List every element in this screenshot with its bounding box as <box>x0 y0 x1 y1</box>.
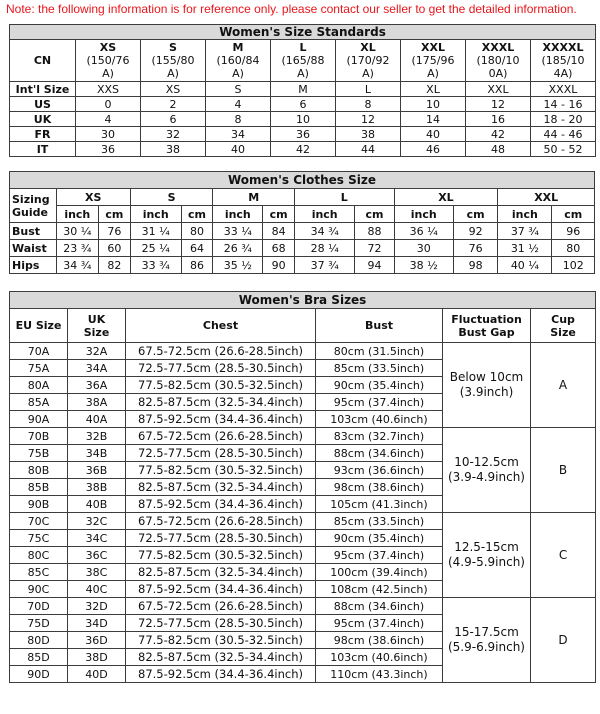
bust-cell: 103cm (40.6inch) <box>316 649 443 666</box>
table-cell: 12 <box>466 97 531 112</box>
eu-size-cell: 80A <box>10 377 68 394</box>
bust-gap-line1: Below 10cm <box>449 370 524 384</box>
uk-size-cell: 32A <box>68 343 126 360</box>
table-cell: 14 <box>401 112 466 127</box>
chest-cell: 77.5-82.5cm (30.5-32.5inch) <box>126 632 316 649</box>
size-header: XS <box>56 189 130 206</box>
bust-gap-line1: 12.5-15cm <box>454 540 519 554</box>
uk-size-cell: 32D <box>68 598 126 615</box>
bust-cell: 90cm (35.4inch) <box>316 377 443 394</box>
unit-cm-label: cm <box>263 206 295 223</box>
row-label: Waist <box>10 240 57 257</box>
unit-header-row <box>10 206 595 223</box>
bust-cell: 90cm (35.4inch) <box>316 530 443 547</box>
size-standard-line2: 0A) <box>488 67 508 80</box>
table-title: Women's Size Standards <box>10 25 596 40</box>
chest-cell: 77.5-82.5cm (30.5-32.5inch) <box>126 462 316 479</box>
cup-size-cell: C <box>531 513 596 598</box>
table-cell: 84 <box>263 223 295 240</box>
unit-inch-label: inch <box>294 206 354 223</box>
size-standard-line1: (185/10 <box>541 54 585 67</box>
table-cell: 76 <box>453 240 498 257</box>
table-cell: 30 <box>76 127 141 142</box>
bust-cell: 105cm (41.3inch) <box>316 496 443 513</box>
table-cell: 64 <box>181 240 213 257</box>
size-standard-line1: (155/80 <box>151 54 195 67</box>
row-label: Int'l Size <box>10 82 76 97</box>
unit-inch-label: inch <box>130 206 181 223</box>
table-cell: 42 <box>466 127 531 142</box>
eu-size-cell: 75D <box>10 615 68 632</box>
uk-size-cell: 32C <box>68 513 126 530</box>
row-label: UK <box>10 112 76 127</box>
chest-cell: 82.5-87.5cm (32.5-34.4inch) <box>126 564 316 581</box>
table-cell: 40 ¼ <box>498 257 552 274</box>
uk-size-cell: 38A <box>68 394 126 411</box>
fluctuation-header <box>443 309 531 343</box>
table-cell: 35 ½ <box>213 257 263 274</box>
chest-cell: 67.5-72.5cm (26.6-28.5inch) <box>126 598 316 615</box>
uk-size-cell: 34A <box>68 360 126 377</box>
bra-size-table <box>9 291 596 683</box>
bust-cell: 95cm (37.4inch) <box>316 615 443 632</box>
table-row <box>10 112 596 127</box>
size-header: XL <box>394 189 498 206</box>
chest-cell: 67.5-72.5cm (26.6-28.5inch) <box>126 513 316 530</box>
size-header <box>466 40 531 82</box>
size-standard-line1: (175/96 <box>411 54 455 67</box>
bust-cell: 83cm (32.7inch) <box>316 428 443 445</box>
eu-size-cell: 75C <box>10 530 68 547</box>
table-cell: 76 <box>98 223 130 240</box>
table-cell: M <box>271 82 336 97</box>
uk-size-cell: 38B <box>68 479 126 496</box>
table-cell: 28 ¼ <box>294 240 354 257</box>
table-cell: 90 <box>263 257 295 274</box>
table-cell: XS <box>141 82 206 97</box>
bust-cell: 108cm (42.5inch) <box>316 581 443 598</box>
table-title: Women's Bra Sizes <box>10 292 596 309</box>
eu-size-cell: 85A <box>10 394 68 411</box>
table-header-row <box>10 189 595 206</box>
uk-size-cell: 40A <box>68 411 126 428</box>
table-cell: 18 - 20 <box>531 112 596 127</box>
size-header <box>336 40 401 82</box>
table-cell: 34 ¾ <box>56 257 98 274</box>
chest-cell: 87.5-92.5cm (34.4-36.4inch) <box>126 581 316 598</box>
size-code: S <box>169 41 177 54</box>
eu-size-cell: 70C <box>10 513 68 530</box>
table-cell: 60 <box>98 240 130 257</box>
row-label: FR <box>10 127 76 142</box>
table-cell: 4 <box>206 97 271 112</box>
table-cell: 68 <box>263 240 295 257</box>
table-cell: 44 - 46 <box>531 127 596 142</box>
table-cell: 6 <box>141 112 206 127</box>
table-title-row <box>10 292 596 309</box>
uk-size-cell: 36C <box>68 547 126 564</box>
eu-size-cell: 80B <box>10 462 68 479</box>
cup-size-header <box>531 309 596 343</box>
uk-size-cell: 38C <box>68 564 126 581</box>
table-cell: 30 <box>394 240 453 257</box>
uk-size-cell: 36A <box>68 377 126 394</box>
chest-cell: 72.5-77.5cm (28.5-30.5inch) <box>126 445 316 462</box>
table-cell: 44 <box>336 142 401 157</box>
uk-size-header-line2: Size <box>83 325 110 339</box>
fluctuation-header-line2: Bust Gap <box>458 325 515 339</box>
bust-cell: 88cm (34.6inch) <box>316 598 443 615</box>
eu-size-cell: 90A <box>10 411 68 428</box>
uk-size-header <box>68 309 126 343</box>
chest-cell: 72.5-77.5cm (28.5-30.5inch) <box>126 360 316 377</box>
bust-gap-cell <box>443 343 531 428</box>
table-row <box>10 223 595 240</box>
table-cell: 40 <box>206 142 271 157</box>
cn-label: CN <box>10 40 76 82</box>
table-cell: 23 ¾ <box>56 240 98 257</box>
eu-size-cell: 70D <box>10 598 68 615</box>
eu-size-cell: 75A <box>10 360 68 377</box>
uk-size-cell: 34B <box>68 445 126 462</box>
eu-size-cell: 80C <box>10 547 68 564</box>
unit-inch-label: inch <box>56 206 98 223</box>
table-cell: 4 <box>76 112 141 127</box>
fluctuation-header-line1: Fluctuation <box>451 312 522 326</box>
bust-gap-cell <box>443 513 531 598</box>
bust-cell: 103cm (40.6inch) <box>316 411 443 428</box>
size-header <box>76 40 141 82</box>
uk-size-cell: 38D <box>68 649 126 666</box>
row-label: Bust <box>10 223 57 240</box>
table-cell: 50 - 52 <box>531 142 596 157</box>
chest-cell: 77.5-82.5cm (30.5-32.5inch) <box>126 547 316 564</box>
eu-size-cell: 90B <box>10 496 68 513</box>
size-standard-line1: (165/88 <box>281 54 325 67</box>
table-row <box>10 257 595 274</box>
table-row <box>10 127 596 142</box>
row-label: Hips <box>10 257 57 274</box>
uk-size-cell: 36D <box>68 632 126 649</box>
table-cell: 34 <box>206 127 271 142</box>
unit-inch-label: inch <box>394 206 453 223</box>
table-cell: 80 <box>181 223 213 240</box>
table-cell: 86 <box>181 257 213 274</box>
chest-cell: 82.5-87.5cm (32.5-34.4inch) <box>126 649 316 666</box>
table-cell: 30 ¼ <box>56 223 98 240</box>
table-cell: 80 <box>552 240 595 257</box>
eu-size-cell: 85D <box>10 649 68 666</box>
size-standard-line1: (160/84 <box>216 54 260 67</box>
size-code: L <box>299 41 307 54</box>
size-standard-line2: A) <box>102 67 114 80</box>
bust-gap-line1: 10-12.5cm <box>454 455 519 469</box>
table-cell: 33 ¼ <box>213 223 263 240</box>
bust-cell: 95cm (37.4inch) <box>316 547 443 564</box>
eu-size-cell: 85B <box>10 479 68 496</box>
table-cell: 25 ¼ <box>130 240 181 257</box>
table-title-row <box>10 25 596 40</box>
bust-gap-line2: (5.9-6.9inch) <box>447 640 525 654</box>
table-cell: 31 ½ <box>498 240 552 257</box>
table-cell: 16 <box>466 112 531 127</box>
bust-cell: 80cm (31.5inch) <box>316 343 443 360</box>
table-cell: 48 <box>466 142 531 157</box>
size-header <box>206 40 271 82</box>
bust-gap-line1: 15-17.5cm <box>454 625 519 639</box>
clothes-size-table <box>9 171 595 274</box>
uk-size-cell: 40B <box>68 496 126 513</box>
uk-size-cell: 32B <box>68 428 126 445</box>
chest-cell: 77.5-82.5cm (30.5-32.5inch) <box>126 377 316 394</box>
table-cell: S <box>206 82 271 97</box>
bust-cell: 110cm (43.3inch) <box>316 666 443 683</box>
size-header: L <box>294 189 394 206</box>
uk-size-cell: 34D <box>68 615 126 632</box>
unit-inch-label: inch <box>498 206 552 223</box>
size-standard-line2: A) <box>232 67 244 80</box>
table-cell: 8 <box>206 112 271 127</box>
size-header <box>401 40 466 82</box>
table-cell: 34 ¾ <box>294 223 354 240</box>
chest-cell: 87.5-92.5cm (34.4-36.4inch) <box>126 496 316 513</box>
bust-cell: 100cm (39.4inch) <box>316 564 443 581</box>
unit-inch-label: inch <box>213 206 263 223</box>
size-code: XS <box>99 41 117 54</box>
size-header <box>271 40 336 82</box>
table-title: Women's Clothes Size <box>10 172 595 189</box>
size-code: M <box>232 41 244 54</box>
row-label: IT <box>10 142 76 157</box>
uk-size-cell: 36B <box>68 462 126 479</box>
chest-cell: 67.5-72.5cm (26.6-28.5inch) <box>126 343 316 360</box>
table-cell: 2 <box>141 97 206 112</box>
cup-size-cell: D <box>531 598 596 683</box>
row-label: US <box>10 97 76 112</box>
table-cell: XXL <box>466 82 531 97</box>
size-standard-line2: A) <box>297 67 309 80</box>
table-row <box>10 142 596 157</box>
table-cell: L <box>336 82 401 97</box>
sizing-guide-line2: Guide <box>12 205 48 219</box>
bust-cell: 93cm (36.6inch) <box>316 462 443 479</box>
unit-cm-label: cm <box>181 206 213 223</box>
table-cell: 40 <box>401 127 466 142</box>
table-cell: 12 <box>336 112 401 127</box>
unit-cm-label: cm <box>453 206 498 223</box>
size-header <box>141 40 206 82</box>
eu-size-cell: 75B <box>10 445 68 462</box>
size-header: M <box>213 189 295 206</box>
cup-size-cell: A <box>531 343 596 428</box>
size-header: S <box>130 189 213 206</box>
table-cell: 10 <box>271 112 336 127</box>
chest-cell: 87.5-92.5cm (34.4-36.4inch) <box>126 666 316 683</box>
unit-cm-label: cm <box>355 206 394 223</box>
sizing-guide-line1: Sizing <box>12 192 50 206</box>
uk-size-cell: 40C <box>68 581 126 598</box>
unit-cm-label: cm <box>98 206 130 223</box>
chest-cell: 67.5-72.5cm (26.6-28.5inch) <box>126 428 316 445</box>
table-row <box>10 97 596 112</box>
size-standard-line2: 4A) <box>553 67 573 80</box>
table-row <box>10 598 596 615</box>
chest-cell: 82.5-87.5cm (32.5-34.4inch) <box>126 394 316 411</box>
table-cell: 6 <box>271 97 336 112</box>
table-cell: 82 <box>98 257 130 274</box>
eu-size-cell: 90D <box>10 666 68 683</box>
eu-size-header: EU Size <box>10 309 68 343</box>
chest-cell: 82.5-87.5cm (32.5-34.4inch) <box>126 479 316 496</box>
table-cell: 0 <box>76 97 141 112</box>
size-code: XXL <box>421 41 445 54</box>
eu-size-cell: 80D <box>10 632 68 649</box>
table-cell: 38 ½ <box>394 257 453 274</box>
size-code: XXXL <box>481 41 515 54</box>
table-cell: 42 <box>271 142 336 157</box>
bust-header: Bust <box>316 309 443 343</box>
table-cell: XXS <box>76 82 141 97</box>
disclaimer-note: Note: the following information is for reference only. please contact our seller to get the detailed information. <box>6 2 577 16</box>
bust-cell: 98cm (38.6inch) <box>316 479 443 496</box>
table-cell: XXXL <box>531 82 596 97</box>
uk-size-cell: 40D <box>68 666 126 683</box>
chest-header: Chest <box>126 309 316 343</box>
size-standard-line2: A) <box>427 67 439 80</box>
chest-cell: 87.5-92.5cm (34.4-36.4inch) <box>126 411 316 428</box>
table-cell: 46 <box>401 142 466 157</box>
table-cell: 33 ¾ <box>130 257 181 274</box>
table-row <box>10 513 596 530</box>
size-standards-table <box>9 24 596 157</box>
table-cell: 38 <box>141 142 206 157</box>
unit-cm-label: cm <box>552 206 595 223</box>
table-cell: 31 ¼ <box>130 223 181 240</box>
eu-size-cell: 90C <box>10 581 68 598</box>
table-cell: 96 <box>552 223 595 240</box>
table-row <box>10 82 596 97</box>
bust-gap-line2: (3.9inch) <box>459 385 514 399</box>
chest-cell: 72.5-77.5cm (28.5-30.5inch) <box>126 615 316 632</box>
bust-gap-line2: (4.9-5.9inch) <box>447 555 525 569</box>
table-cell: 88 <box>355 223 394 240</box>
size-code: XL <box>360 41 376 54</box>
table-title-row <box>10 172 595 189</box>
size-header: XXL <box>498 189 595 206</box>
table-cell: 92 <box>453 223 498 240</box>
size-header <box>531 40 596 82</box>
size-standard-line2: A) <box>167 67 179 80</box>
size-standard-line1: (180/10 <box>476 54 520 67</box>
table-row <box>10 343 596 360</box>
bust-cell: 98cm (38.6inch) <box>316 632 443 649</box>
bust-gap-line2: (3.9-4.9inch) <box>447 470 525 484</box>
bust-cell: 85cm (33.5inch) <box>316 513 443 530</box>
table-header-row <box>10 40 596 82</box>
table-cell: 38 <box>336 127 401 142</box>
table-cell: XL <box>401 82 466 97</box>
uk-size-header-line1: UK <box>87 312 106 326</box>
table-cell: 94 <box>355 257 394 274</box>
table-cell: 36 <box>76 142 141 157</box>
table-cell: 102 <box>552 257 595 274</box>
eu-size-cell: 70B <box>10 428 68 445</box>
bust-cell: 85cm (33.5inch) <box>316 360 443 377</box>
size-standard-line1: (150/76 <box>86 54 130 67</box>
chest-cell: 72.5-77.5cm (28.5-30.5inch) <box>126 530 316 547</box>
eu-size-cell: 85C <box>10 564 68 581</box>
size-code: XXXXL <box>542 41 584 54</box>
cup-size-cell: B <box>531 428 596 513</box>
table-cell: 26 ¾ <box>213 240 263 257</box>
table-cell: 36 <box>271 127 336 142</box>
cup-size-header-line2: Size <box>550 325 576 339</box>
table-cell: 32 <box>141 127 206 142</box>
table-row <box>10 240 595 257</box>
size-standard-line1: (170/92 <box>346 54 390 67</box>
table-row <box>10 428 596 445</box>
bust-cell: 95cm (37.4inch) <box>316 394 443 411</box>
table-cell: 14 - 16 <box>531 97 596 112</box>
table-cell: 37 ¾ <box>294 257 354 274</box>
cup-size-header-line1: Cup <box>551 312 575 326</box>
table-cell: 37 ¾ <box>498 223 552 240</box>
table-cell: 72 <box>355 240 394 257</box>
table-cell: 98 <box>453 257 498 274</box>
uk-size-cell: 34C <box>68 530 126 547</box>
table-cell: 36 ¼ <box>394 223 453 240</box>
bust-gap-cell <box>443 428 531 513</box>
table-header-row <box>10 309 596 343</box>
table-cell: 8 <box>336 97 401 112</box>
table-cell: 10 <box>401 97 466 112</box>
bust-cell: 88cm (34.6inch) <box>316 445 443 462</box>
bust-gap-cell <box>443 598 531 683</box>
sizing-guide-label <box>10 189 57 223</box>
size-standard-line2: A) <box>362 67 374 80</box>
eu-size-cell: 70A <box>10 343 68 360</box>
